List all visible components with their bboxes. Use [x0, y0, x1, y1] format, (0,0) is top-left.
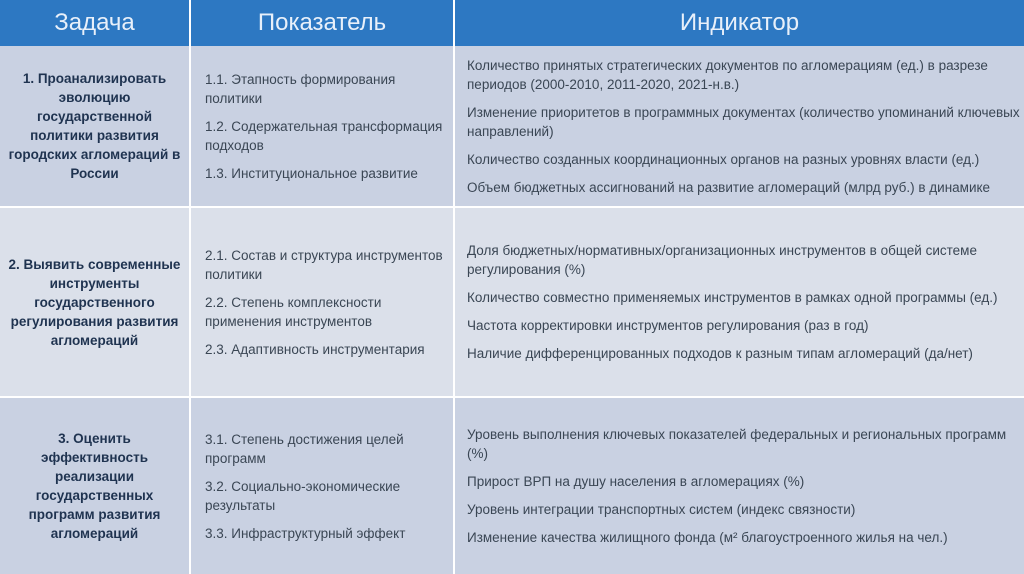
indicator-cell [455, 46, 1024, 206]
column-divider [189, 0, 191, 574]
metric-item: 2.3. Адаптивность инструментария [205, 341, 425, 357]
metric-cell [191, 46, 453, 206]
indicator-item: Уровень интеграции транспортных систем (индекс связности) [467, 502, 856, 517]
table-row [0, 46, 1024, 206]
metric-item: 3.2. Социально-экономические результаты [205, 478, 401, 513]
row-divider [0, 206, 1024, 208]
indicator-cell [455, 398, 1024, 574]
indicator-item: Изменение приоритетов в программных документах (количество упоминаний ключевых направлений) [467, 104, 1020, 139]
metric-item: 1.1. Этапность формирования политики [205, 71, 396, 106]
indicator-item: Количество созданных координационных органов на разных уровнях власти (ед.) [467, 151, 980, 167]
metric-cell [191, 398, 453, 574]
indicator-item: Уровень выполнения ключевых показателей федеральных и региональных программ (%) [467, 427, 1007, 461]
row-divider [0, 396, 1024, 398]
metric-item: 2.2. Степень комплексности применения инструментов [205, 294, 382, 329]
metric-cell [191, 208, 453, 396]
table-row [0, 208, 1024, 396]
indicator-item: Количество принятых стратегических документов по агломерациям (ед.) в разрезе периодов (2000-2010, 2011-2020, 2021-н.в.) [467, 57, 988, 92]
table-row [0, 398, 1024, 574]
metric-item: 2.1. Состав и структура инструментов политики [205, 247, 443, 282]
metric-item: 1.3. Институциональное развитие [205, 165, 418, 181]
task-cell: 1. Проанализировать эволюцию государственной политики развития городских агломераций в России [8, 71, 181, 181]
indicator-item: Доля бюджетных/нормативных/организационных инструментов в общей системе регулирования (%) [467, 243, 977, 277]
header-metric: Показатель [191, 0, 453, 46]
metric-item: 3.1. Степень достижения целей программ [205, 431, 404, 466]
header-task: Задача [0, 0, 189, 46]
column-divider [453, 0, 455, 574]
header-indicator: Индикатор [455, 0, 1024, 46]
indicator-item: Частота корректировки инструментов регулирования (раз в год) [467, 318, 869, 333]
indicator-item: Объем бюджетных ассигнований на развитие агломераций (млрд руб.) в динамике [467, 179, 991, 195]
metric-item: 1.2. Содержательная трансформация подходов [205, 118, 443, 153]
indicator-item: Прирост ВРП на душу населения в агломерациях (%) [467, 474, 805, 489]
indicator-item: Изменение качества жилищного фонда (м² благоустроенного жилья на чел.) [467, 530, 948, 545]
indicator-cell [455, 208, 1024, 396]
metric-item: 3.3. Инфраструктурный эффект [205, 525, 406, 541]
indicator-item: Наличие дифференцированных подходов к разным типам агломераций (да/нет) [467, 346, 973, 361]
indicator-item: Количество совместно применяемых инструментов в рамках одной программы (ед.) [467, 290, 998, 305]
task-cell: 3. Оценить эффективность реализации государственных программ развития агломераций [28, 431, 161, 541]
task-cell: 2. Выявить современные инструменты государственного регулирования развития агломераций [8, 256, 181, 348]
